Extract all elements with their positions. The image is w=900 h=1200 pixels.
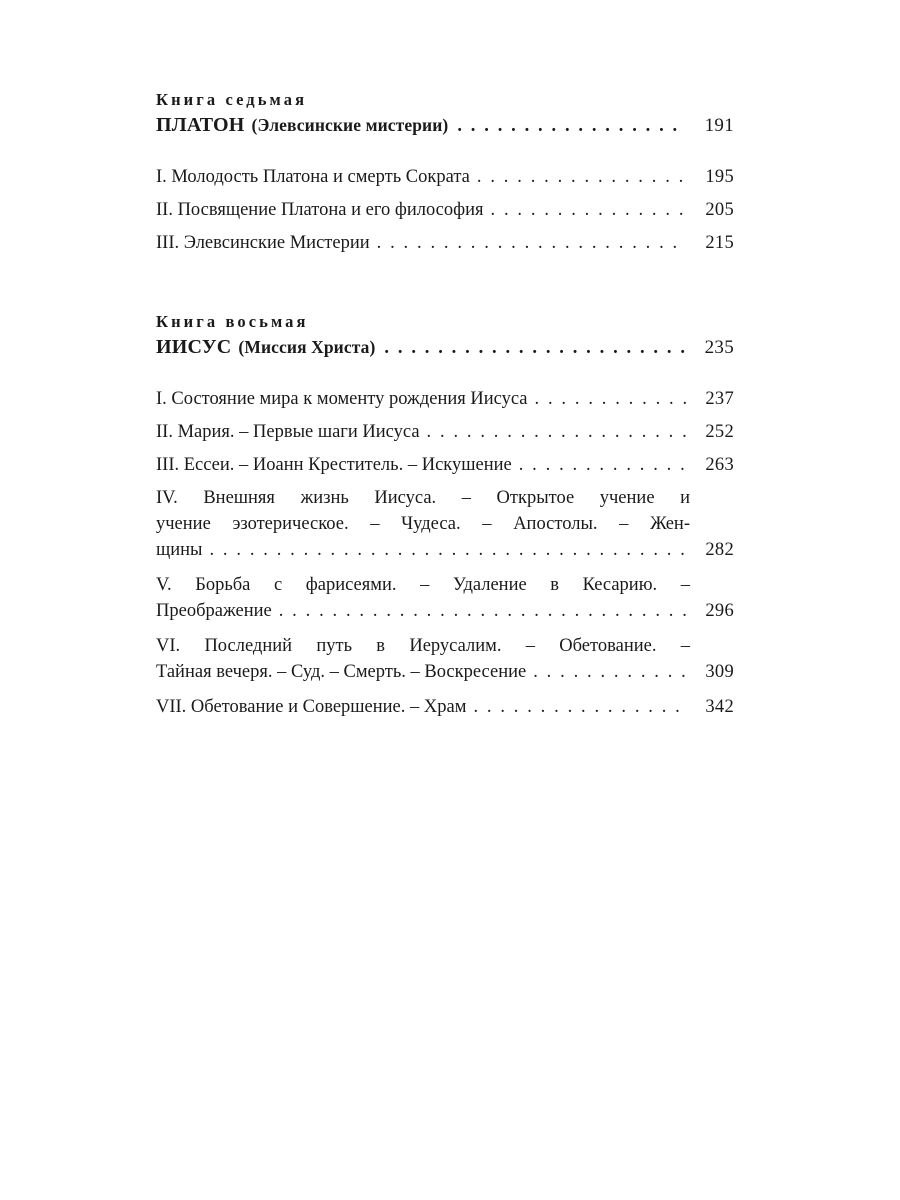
- chapter-title: Тайная вечеря. – Суд. – Смерть. – Воскресение: [156, 662, 527, 682]
- book-title-subtitle: (Миссия Христа): [238, 337, 376, 357]
- chapter-row: [156, 230, 734, 256]
- chapter-page-number: 282: [705, 540, 734, 560]
- book-section: [156, 310, 734, 720]
- chapter-leader-dots: [473, 698, 687, 717]
- chapter-title: II. Мария. – Первые шаги Иисуса: [156, 422, 420, 442]
- book-sections-container: [156, 88, 734, 720]
- chapter-entry: [156, 386, 734, 412]
- chapter-entry: [156, 633, 734, 685]
- table-of-contents: [156, 88, 734, 727]
- chapter-page-number: 195: [705, 167, 734, 187]
- chapter-wrapped-line: V. Борьба с фарисеями. – Удаление в Кесарию. –: [156, 575, 690, 595]
- book-page-number: 191: [704, 115, 734, 136]
- chapter-title: I. Молодость Платона и смерть Сократа: [156, 167, 470, 187]
- chapter-page-number: 309: [705, 662, 734, 682]
- book-section: [156, 88, 734, 256]
- book-page-number: 235: [704, 337, 734, 358]
- chapter-page-number: 263: [705, 455, 734, 475]
- chapter-row: [156, 452, 734, 478]
- chapter-row: [156, 694, 734, 720]
- chapter-leader-dots: [427, 423, 687, 442]
- chapter-wrapped-line: IV. Внешняя жизнь Иисуса. – Открытое учение и: [156, 488, 690, 508]
- chapter-leader-dots: [491, 201, 687, 220]
- chapter-row: [156, 164, 734, 190]
- chapter-title: III. Элевсинские Мистерии: [156, 233, 370, 253]
- chapter-page-number: 205: [705, 200, 734, 220]
- chapter-list: [156, 164, 734, 256]
- chapter-leader-dots: [377, 234, 687, 253]
- chapter-leader-dots: [535, 390, 687, 409]
- chapter-entry: [156, 572, 734, 624]
- chapter-row: [156, 386, 734, 412]
- book-label: Книга седьмая: [156, 90, 308, 109]
- chapter-page-number: 215: [705, 233, 734, 253]
- chapter-row: [156, 598, 734, 624]
- book-label: Книга восьмая: [156, 312, 309, 331]
- chapter-page-number: 237: [705, 389, 734, 409]
- chapter-page-number: 252: [705, 422, 734, 442]
- book-leader-dots: [457, 117, 686, 133]
- book-title-subtitle: (Элевсинские мистерии): [251, 115, 449, 135]
- chapter-wrapped-line: учение эзотерическое. – Чудеса. – Апостолы. – Жен-: [156, 514, 690, 534]
- chapter-page-number: 342: [705, 697, 734, 717]
- chapter-wrapped-line: VI. Последний путь в Иерусалим. – Обетование. –: [156, 636, 690, 656]
- chapter-entry: [156, 485, 734, 563]
- book-leader-dots: [384, 339, 686, 355]
- chapter-leader-dots: [533, 663, 687, 682]
- chapter-entry: [156, 694, 734, 720]
- chapter-title: I. Состояние мира к моменту рождения Иисуса: [156, 389, 528, 409]
- book-title-main: ИИСУС: [156, 336, 232, 358]
- chapter-leader-dots: [279, 602, 687, 621]
- chapter-row: [156, 659, 734, 685]
- chapter-row: [156, 537, 734, 563]
- chapter-entry: [156, 164, 734, 190]
- chapter-title: щины: [156, 540, 203, 560]
- chapter-title: VII. Обетование и Совершение. – Храм: [156, 697, 467, 717]
- chapter-entry: [156, 230, 734, 256]
- chapter-title: III. Ессеи. – Иоанн Креститель. – Искушение: [156, 455, 512, 475]
- chapter-leader-dots: [477, 168, 687, 187]
- chapter-title: Преображение: [156, 601, 272, 621]
- chapter-row: [156, 419, 734, 445]
- chapter-row: [156, 197, 734, 223]
- book-title-main: ПЛАТОН: [156, 114, 245, 136]
- book-title-row: [156, 112, 734, 139]
- book-title-row: [156, 334, 734, 361]
- chapter-entry: [156, 419, 734, 445]
- chapter-page-number: 296: [705, 601, 734, 621]
- chapter-entry: [156, 197, 734, 223]
- chapter-leader-dots: [519, 456, 687, 475]
- chapter-leader-dots: [209, 541, 687, 560]
- chapter-list: [156, 386, 734, 720]
- chapter-entry: [156, 452, 734, 478]
- chapter-title: II. Посвящение Платона и его философия: [156, 200, 484, 220]
